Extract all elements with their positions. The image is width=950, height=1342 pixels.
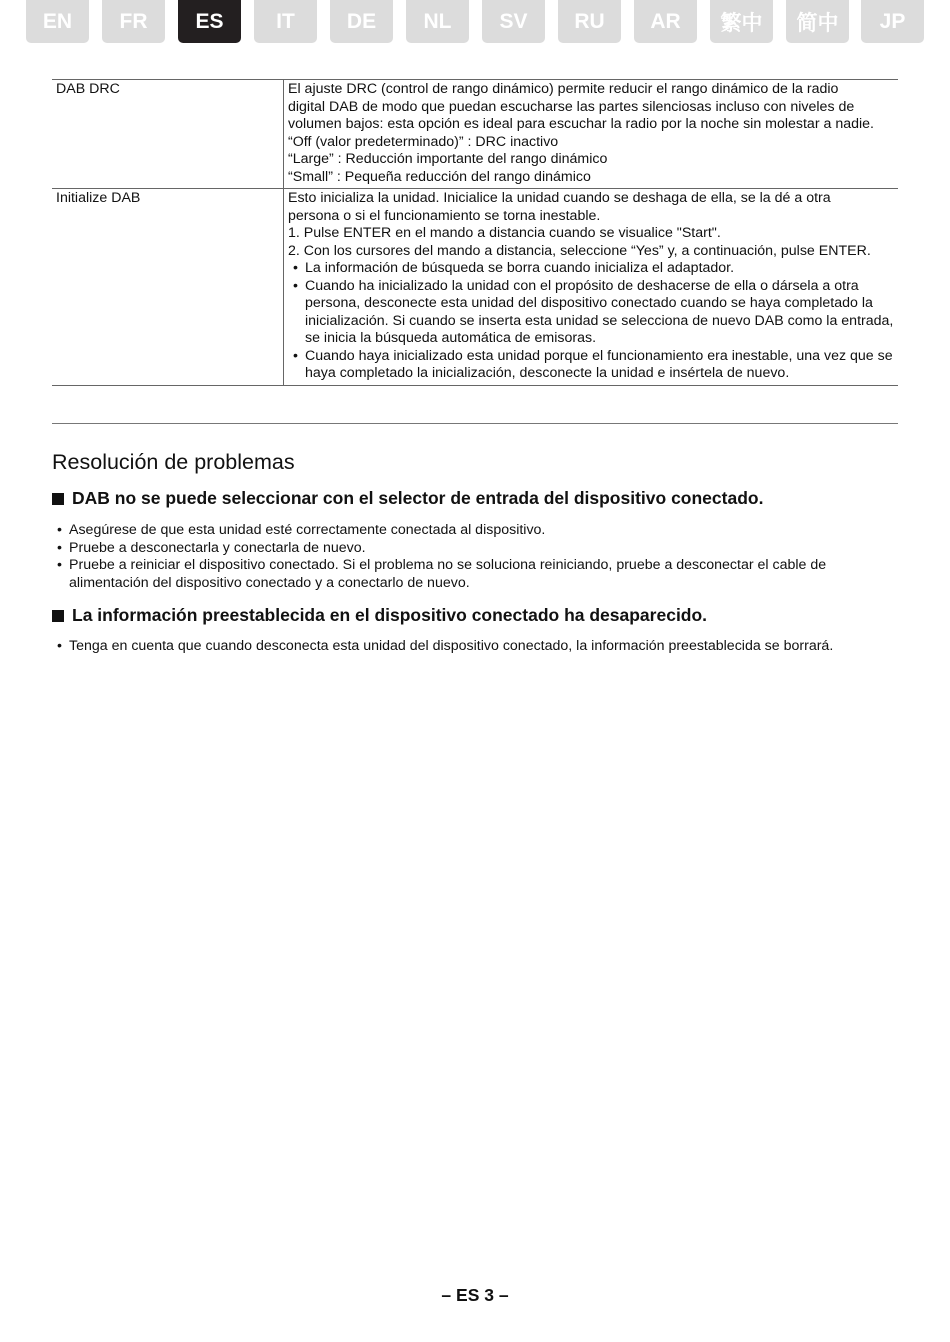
bullet-icon: • <box>57 539 62 556</box>
list-item-text: Asegúrese de que esta unidad esté correctamente conectada al dispositivo. <box>69 522 546 538</box>
list-item-text: La información de búsqueda se borra cuando inicializa el adaptador. <box>305 260 735 276</box>
settings-table <box>52 79 898 386</box>
description-line: persona o si el funcionamiento se torna inestable. <box>288 207 601 224</box>
description-line: El ajuste DRC (control de rango dinámico) permite reducir el rango dinámico de la radio <box>288 81 839 97</box>
language-tab-bar <box>26 0 924 43</box>
setting-description <box>283 80 898 188</box>
section-divider <box>52 423 898 424</box>
description-line: “Small” : Pequeña reducción del rango dinámico <box>288 168 591 185</box>
list-item-text: Tenga en cuenta que cuando desconecta esta unidad del dispositivo conectado, la información preestablecida se borrará. <box>69 638 834 654</box>
list-item <box>57 540 877 558</box>
description-line: Esto inicializa la unidad. Inicialice la unidad cuando se deshaga de ella, se la dé a otra <box>288 190 831 206</box>
solution-list <box>57 522 877 592</box>
description-line: digital DAB de modo que puedan escucharse las partes silenciosas incluso con niveles de <box>288 98 855 115</box>
description-line: “Off (valor predeterminado)” : DRC inactivo <box>288 133 559 150</box>
list-item-text: Cuando haya inicializado esta unidad porque el funcionamiento era inestable, una vez que se haya completado la inicialización, desconecte la unidad e insértela de nuevo. <box>305 347 893 381</box>
tab-en[interactable]: EN <box>26 0 89 43</box>
bullet-icon: • <box>57 557 62 573</box>
bullet-icon: • <box>57 522 62 538</box>
list-item <box>288 260 894 278</box>
square-bullet-icon <box>52 610 64 622</box>
list-item-text: Pruebe a reiniciar el dispositivo conectado. Si el problema no se soluciona reiniciando, pruebe a desconectar el cable de alimentación del dispositivo conectado y a conectarlo de nuevo. <box>69 557 827 591</box>
list-item-text: Cuando ha inicializado la unidad con el propósito de deshacerse de ella o dársela a otra persona, desconecte esta unidad del dispositivo conectado cuando se haya completado la inicialización. Si cuando se inserta esta unidad se selecciona de nuevo DAB como la entrada, se inicia la búsqueda automática de emisoras. <box>305 277 894 346</box>
bullet-icon: • <box>293 277 298 294</box>
tab-sv[interactable]: SV <box>482 0 545 43</box>
problem-heading <box>52 605 707 626</box>
page-number: – ES 3 – <box>441 1285 509 1305</box>
problem-heading-text: La información preestablecida en el dispositivo conectado ha desaparecido. <box>72 605 708 625</box>
tab-zh-simplified[interactable]: 简中 <box>786 0 849 43</box>
setting-name: DAB DRC <box>56 81 120 97</box>
tab-ar[interactable]: AR <box>634 0 697 43</box>
square-bullet-icon <box>52 493 64 505</box>
setting-description <box>283 189 898 385</box>
list-item <box>288 348 894 383</box>
tab-es[interactable]: ES <box>178 0 241 43</box>
problem-heading <box>52 488 763 509</box>
tab-it[interactable]: IT <box>254 0 317 43</box>
tab-ru[interactable]: RU <box>558 0 621 43</box>
list-item <box>57 522 877 540</box>
solution-list <box>57 638 877 656</box>
tab-zh-traditional[interactable]: 繁中 <box>710 0 773 43</box>
problem-heading-text: DAB no se puede seleccionar con el selector de entrada del dispositivo conectado. <box>72 488 764 508</box>
table-row <box>52 189 898 386</box>
tab-de[interactable]: DE <box>330 0 393 43</box>
list-item-text: Pruebe a desconectarla y conectarla de nuevo. <box>69 539 366 556</box>
bullet-icon: • <box>293 260 298 276</box>
tab-nl[interactable]: NL <box>406 0 469 43</box>
tab-jp[interactable]: JP <box>861 0 924 43</box>
description-line: 1. Pulse ENTER en el mando a distancia cuando se visualice "Start". <box>288 225 721 241</box>
description-line: volumen bajos: esta opción es ideal para escuchar la radio por la noche sin molestar a nadie. <box>288 116 874 132</box>
table-row <box>52 80 898 189</box>
setting-name: Initialize DAB <box>56 190 141 206</box>
description-line: “Large” : Reducción importante del rango dinámico <box>288 151 608 167</box>
list-item <box>57 557 877 592</box>
list-item <box>57 638 877 656</box>
tab-fr[interactable]: FR <box>102 0 165 43</box>
description-line: 2. Con los cursores del mando a distancia, seleccione “Yes” y, a continuación, pulse ENTER. <box>288 242 871 259</box>
list-item <box>288 278 894 348</box>
bullet-icon: • <box>57 638 62 654</box>
bullet-icon: • <box>293 347 298 364</box>
section-title: Resolución de problemas <box>52 450 295 474</box>
